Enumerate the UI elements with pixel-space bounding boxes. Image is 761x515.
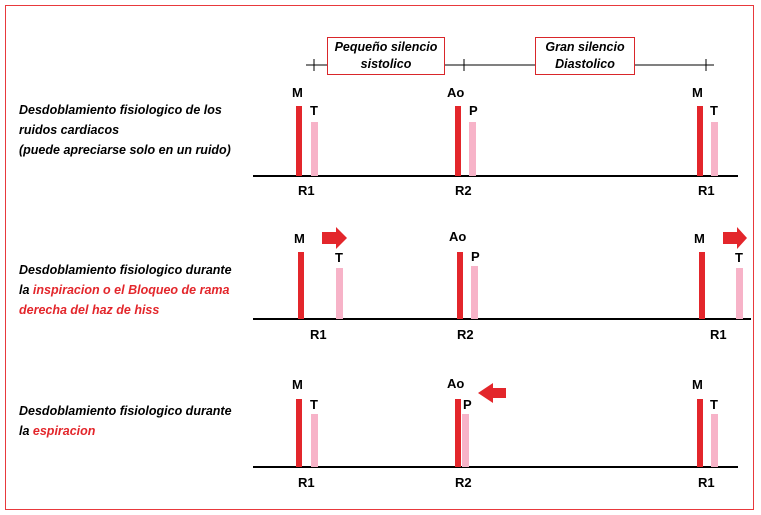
- row-3-r1b-t-bar: [711, 414, 718, 467]
- diastolic-label-line2: Diastolico: [555, 57, 615, 71]
- row-2-r1-m-bar: [298, 252, 304, 319]
- row-2-r1b-m-bar: [699, 252, 705, 319]
- diastolic-label-line1: Gran silencio: [545, 40, 625, 54]
- row-3-r1-label: R1: [298, 475, 315, 490]
- row-1-r1-label: R1: [298, 183, 315, 198]
- row-1-m2-label: M: [692, 85, 703, 100]
- row-3-r1-m-bar: [296, 399, 302, 467]
- row-3-r1b-label: R1: [698, 475, 715, 490]
- row-2-t2-label: T: [735, 250, 743, 265]
- row-1-ao-label: Ao: [447, 85, 465, 100]
- row-3-m-label: M: [292, 377, 303, 392]
- row-2-r1b-t-bar: [736, 268, 743, 319]
- row-1-r2-ao-bar: [455, 106, 461, 176]
- row-1-t-label: T: [310, 103, 318, 118]
- systolic-label-line2: sistolico: [360, 57, 412, 71]
- row-3-t2-label: T: [710, 397, 718, 412]
- row-1-r1b-t-bar: [711, 122, 718, 176]
- row-3-p-label: P: [463, 397, 472, 412]
- row-1-r1-t-bar: [311, 122, 318, 176]
- row-1-r2-p-bar: [469, 122, 476, 176]
- row-1-description: [19, 100, 231, 160]
- row-1-m-label: M: [292, 85, 303, 100]
- row-1-p-label: P: [469, 103, 478, 118]
- row-2-description: [19, 260, 232, 320]
- row-3-graph: [253, 383, 738, 467]
- row-1-graph: [253, 106, 738, 176]
- row-2-p-label: P: [471, 249, 480, 264]
- row-3-ao-label: Ao: [447, 376, 465, 391]
- row-2-ao-label: Ao: [449, 229, 467, 244]
- row-3-t-label: T: [310, 397, 318, 412]
- row-3-m2-label: M: [692, 377, 703, 392]
- row-3-label-line: Desdoblamiento fisiologico durante: [19, 404, 232, 418]
- row-2-r2-ao-bar: [457, 252, 463, 319]
- row-2-label-line: derecha del haz de hiss: [19, 303, 160, 317]
- row-2-r2-label: R2: [457, 327, 474, 342]
- row-2-graph: [253, 227, 751, 319]
- row-2-r1-label: R1: [310, 327, 327, 342]
- row-1-label-line: ruidos cardiacos: [19, 123, 120, 137]
- row-2-r1-t-bar: [336, 268, 343, 319]
- row-3-r2-label: R2: [455, 475, 472, 490]
- row-1-label-line: Desdoblamiento fisiologico de los: [19, 103, 222, 117]
- row-1-r1b-m-bar: [697, 106, 703, 176]
- row-1-r2-label: R2: [455, 183, 472, 198]
- row-3-r1b-m-bar: [697, 399, 703, 467]
- row-2-t-label: T: [335, 250, 343, 265]
- row-2-r2-p-bar: [471, 266, 478, 319]
- row-1-label-line: (puede apreciarse solo en un ruido): [19, 143, 231, 157]
- row-1-t2-label: T: [710, 103, 718, 118]
- row-3-label-line: la espiracion: [19, 424, 96, 438]
- systolic-label-line1: Pequeño silencio: [334, 40, 438, 54]
- row-2-delay-arrow-1: [322, 227, 347, 249]
- row-2-delay-arrow-2: [723, 227, 747, 249]
- row-3-advance-arrow: [478, 383, 506, 403]
- row-2-label-line: la inspiracion o el Bloqueo de rama: [19, 283, 230, 297]
- row-1-r1b-label: R1: [698, 183, 715, 198]
- row-1-r1-m-bar: [296, 106, 302, 176]
- row-2-r1b-label: R1: [710, 327, 727, 342]
- row-3-r2-p-bar: [462, 414, 469, 467]
- row-2-m-label: M: [294, 231, 305, 246]
- row-3-r2-ao-bar: [455, 399, 461, 467]
- interval-ruler: [306, 59, 714, 71]
- row-3-r1-t-bar: [311, 414, 318, 467]
- row-3-description: [19, 401, 232, 441]
- row-2-m2-label: M: [694, 231, 705, 246]
- row-2-label-line: Desdoblamiento fisiologico durante: [19, 263, 232, 277]
